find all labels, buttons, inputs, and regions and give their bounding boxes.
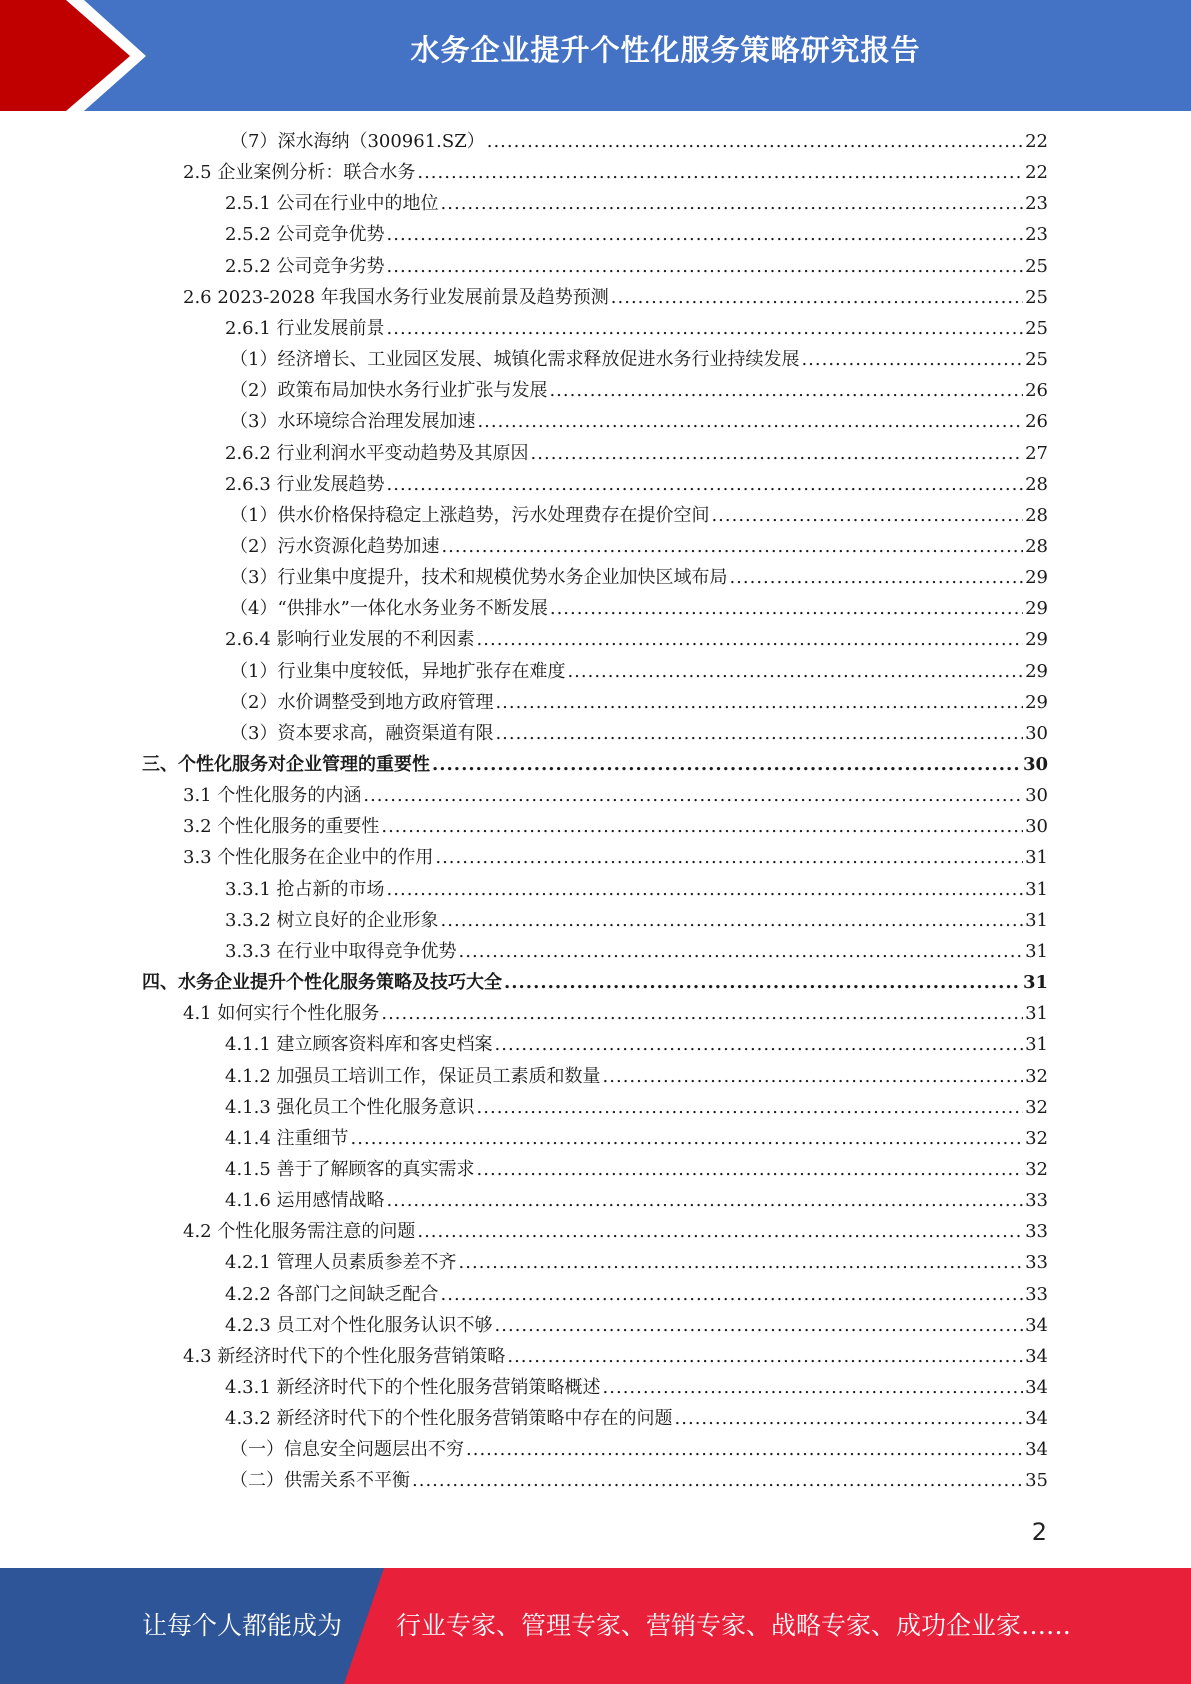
toc-entry-page: 32	[1025, 1158, 1048, 1180]
toc-entry-label: 4.2.2 各部门之间缺乏配合	[225, 1283, 439, 1305]
toc-dot-leader	[459, 1247, 1024, 1278]
toc-entry[interactable]	[225, 469, 1048, 500]
toc-entry-page: 31	[1025, 1003, 1048, 1025]
toc-entry[interactable]	[230, 656, 1048, 687]
page-header	[0, 0, 1191, 111]
toc-entry-page: 31	[1025, 1034, 1048, 1056]
toc-entry-label: 四、水务企业提升个性化服务策略及技巧大全	[142, 972, 502, 994]
toc-entry-label: 4.1.6 运用感情战略	[225, 1190, 385, 1212]
toc-entry-page: 34	[1025, 1345, 1048, 1367]
toc-entry[interactable]	[225, 905, 1048, 936]
toc-entry[interactable]	[183, 1341, 1048, 1372]
toc-entry[interactable]	[225, 438, 1048, 469]
toc-entry[interactable]	[225, 1403, 1048, 1434]
toc-entry-label: 3.1 个性化服务的内涵	[183, 785, 362, 807]
toc-entry-label: 三、个性化服务对企业管理的重要性	[142, 754, 430, 775]
toc-entry[interactable]	[225, 936, 1048, 967]
toc-entry[interactable]	[230, 126, 1048, 157]
toc-dot-leader	[441, 905, 1024, 936]
toc-dot-leader	[417, 1216, 1023, 1247]
toc-entry[interactable]	[230, 718, 1048, 749]
toc-dot-leader	[417, 157, 1023, 188]
toc-entry-page: 35	[1025, 1470, 1048, 1492]
toc-dot-leader	[412, 1465, 1023, 1496]
toc-dot-leader	[531, 438, 1024, 469]
toc-entry[interactable]	[230, 406, 1048, 437]
toc-entry-label: （1）行业集中度较低，异地扩张存在难度	[230, 660, 566, 682]
toc-entry-label: 2.6.4 影响行业发展的不利因素	[225, 629, 475, 651]
toc-entry-page: 30	[1025, 722, 1048, 744]
toc-entry-label: （2）水价调整受到地方政府管理	[230, 691, 494, 713]
page-footer	[0, 1568, 1191, 1684]
toc-dot-leader	[487, 126, 1023, 157]
toc-entry-label: 4.2.3 员工对个性化服务认识不够	[225, 1314, 493, 1336]
toc-entry-label: 3.3.1 抢占新的市场	[225, 878, 385, 900]
toc-entry-page: 22	[1025, 131, 1048, 152]
toc-entry-label: 2.5.2 公司竞争优势	[225, 224, 385, 246]
toc-dot-leader	[507, 1341, 1023, 1372]
header-red-arrow	[0, 0, 146, 111]
toc-entry[interactable]	[142, 967, 1048, 998]
toc-dot-leader	[432, 749, 1021, 780]
toc-entry-label: 4.2 个性化服务需注意的问题	[183, 1221, 416, 1243]
toc-entry-page: 30	[1025, 816, 1048, 838]
toc-dot-leader	[711, 500, 1023, 531]
toc-entry-page: 25	[1025, 317, 1048, 339]
toc-entry-page: 25	[1025, 286, 1048, 308]
toc-entry[interactable]	[225, 1029, 1048, 1060]
toc-entry-page: 31	[1025, 909, 1048, 931]
toc-dot-leader	[477, 406, 1023, 437]
toc-entry-page: 28	[1025, 473, 1048, 495]
toc-dot-leader	[603, 1372, 1024, 1403]
toc-dot-leader	[477, 1154, 1024, 1185]
toc-entry-label: 3.3 个性化服务在企业中的作用	[183, 847, 434, 869]
toc-entry[interactable]	[225, 1310, 1048, 1341]
toc-entry[interactable]	[225, 1154, 1048, 1185]
toc-entry-page: 27	[1025, 442, 1048, 464]
toc-dot-leader	[381, 998, 1023, 1029]
toc-entry[interactable]	[230, 687, 1048, 718]
toc-entry-page: 33	[1025, 1252, 1048, 1274]
toc-entry-label: 4.1.4 注重细节	[225, 1127, 349, 1149]
toc-entry-label: 2.5.2 公司竞争劣势	[225, 255, 385, 277]
toc-dot-leader	[477, 624, 1024, 655]
toc-entry[interactable]	[230, 593, 1048, 624]
toc-entry-label: 4.1.3 强化员工个性化服务意识	[225, 1096, 475, 1118]
toc-entry-page: 31	[1022, 972, 1048, 994]
toc-dot-leader	[550, 593, 1023, 624]
toc-entry-label: 2.5 企业案例分析：联合水务	[183, 162, 416, 184]
toc-entry-page: 33	[1025, 1283, 1048, 1305]
toc-entry-page: 34	[1025, 1408, 1048, 1430]
toc-entry-label: 2.6.1 行业发展前景	[225, 317, 385, 339]
toc-entry-page: 31	[1025, 940, 1048, 962]
toc-entry-page: 30	[1022, 754, 1048, 775]
toc-entry-label: 2.6 2023-2028 年我国水务行业发展前景及趋势预测	[183, 286, 609, 308]
toc-entry-page: 26	[1025, 380, 1048, 402]
toc-entry[interactable]	[225, 251, 1048, 282]
toc-dot-leader	[459, 936, 1024, 967]
toc-entry-label: 4.1.2 加强员工培训工作，保证员工素质和数量	[225, 1065, 601, 1087]
toc-entry-page: 32	[1025, 1127, 1048, 1149]
footer-slogan-right: 行业专家、管理专家、营销专家、战略专家、成功企业家……	[396, 1611, 1072, 1640]
toc-entry-page: 29	[1025, 691, 1048, 713]
toc-entry[interactable]	[225, 188, 1048, 219]
toc-dot-leader	[729, 562, 1023, 593]
toc-entry[interactable]	[225, 874, 1048, 905]
toc-dot-leader	[549, 375, 1023, 406]
toc-entry[interactable]	[225, 219, 1048, 250]
toc-entry[interactable]	[183, 842, 1048, 873]
toc-dot-leader	[495, 1029, 1024, 1060]
toc-dot-leader	[381, 811, 1023, 842]
toc-dot-leader	[495, 687, 1023, 718]
toc-entry-page: 28	[1025, 535, 1048, 557]
toc-entry[interactable]	[225, 1185, 1048, 1216]
toc-dot-leader	[387, 874, 1024, 905]
toc-entry[interactable]	[225, 1279, 1048, 1310]
toc-entry[interactable]	[225, 1061, 1048, 1092]
toc-entry[interactable]	[230, 531, 1048, 562]
toc-dot-leader	[495, 718, 1023, 749]
toc-entry-label: 4.3.1 新经济时代下的个性化服务营销策略概述	[225, 1377, 601, 1398]
toc-entry[interactable]	[230, 375, 1048, 406]
toc-entry[interactable]	[225, 313, 1048, 344]
toc-entry-label: （4）“供排水”一体化水务业务不断发展	[230, 598, 548, 620]
toc-entry-label: （7）深水海纳（300961.SZ）	[230, 131, 485, 152]
toc-entry-page: 29	[1025, 660, 1048, 682]
toc-entry-page: 32	[1025, 1096, 1048, 1118]
toc-entry-label: （1）经济增长、工业园区发展、城镇化需求释放促进水务行业持续发展	[230, 349, 800, 371]
toc-entry-page: 25	[1025, 349, 1048, 371]
toc-dot-leader	[387, 469, 1024, 500]
toc-entry[interactable]	[225, 1123, 1048, 1154]
toc-entry-page: 23	[1025, 224, 1048, 246]
page-number: 2	[1031, 1518, 1047, 1546]
toc-entry[interactable]	[230, 1434, 1048, 1465]
toc-dot-leader	[363, 780, 1023, 811]
toc-entry-label: 4.1.1 建立顾客资料库和客史档案	[225, 1034, 493, 1056]
toc-entry[interactable]	[183, 1216, 1048, 1247]
toc-entry-label: 4.1.5 善于了解顾客的真实需求	[225, 1158, 475, 1180]
toc-entry-label: （3）资本要求高，融资渠道有限	[230, 722, 494, 744]
toc-entry-page: 34	[1025, 1314, 1048, 1336]
toc-entry-page: 26	[1025, 411, 1048, 433]
toc-entry-label: 3.3.3 在行业中取得竞争优势	[225, 940, 457, 962]
toc-entry[interactable]	[183, 157, 1048, 188]
toc-entry-page: 22	[1025, 162, 1048, 184]
toc-entry[interactable]	[230, 500, 1048, 531]
toc-dot-leader	[466, 1434, 1023, 1465]
toc-entry[interactable]	[183, 998, 1048, 1029]
toc-entry[interactable]	[183, 780, 1048, 811]
toc-entry-page: 29	[1025, 567, 1048, 589]
toc-entry-label: 3.2 个性化服务的重要性	[183, 816, 380, 838]
toc-entry[interactable]	[225, 1247, 1048, 1278]
toc-entry-page: 33	[1025, 1190, 1048, 1212]
toc-dot-leader	[351, 1123, 1024, 1154]
toc-entry[interactable]	[142, 749, 1048, 780]
toc-entry[interactable]	[183, 282, 1048, 313]
toc-dot-leader	[441, 1279, 1024, 1310]
toc-entry-label: （一）信息安全问题层出不穷	[230, 1439, 464, 1461]
toc-dot-leader	[504, 967, 1021, 998]
toc-entry-page: 30	[1025, 785, 1048, 807]
toc-dot-leader	[603, 1061, 1024, 1092]
toc-entry-page: 33	[1025, 1221, 1048, 1243]
toc-dot-leader	[611, 282, 1023, 313]
toc-dot-leader	[801, 344, 1023, 375]
toc-entry-page: 32	[1025, 1065, 1048, 1087]
toc-dot-leader	[477, 1092, 1024, 1123]
toc-entry-label: 4.3.2 新经济时代下的个性化服务营销策略中存在的问题	[225, 1408, 673, 1430]
footer-slogan-left: 让每个人都能成为	[142, 1611, 343, 1640]
toc-entry-page: 25	[1025, 255, 1048, 277]
toc-entry[interactable]	[230, 1465, 1048, 1496]
toc-dot-leader	[441, 188, 1024, 219]
toc-entry-page: 29	[1025, 598, 1048, 620]
toc-entry-page: 31	[1025, 847, 1048, 869]
toc-entry[interactable]	[225, 1372, 1048, 1403]
toc-entry[interactable]	[183, 811, 1048, 842]
toc-entry-label: 4.1 如何实行个性化服务	[183, 1003, 380, 1025]
toc-entry-page: 29	[1025, 629, 1048, 651]
toc-dot-leader	[435, 842, 1023, 873]
toc-entry[interactable]	[230, 562, 1048, 593]
toc-entry-page: 31	[1025, 878, 1048, 900]
toc-dot-leader	[441, 531, 1023, 562]
toc-entry-label: （2）政策布局加快水务行业扩张与发展	[230, 380, 548, 402]
toc-entry-label: 3.3.2 树立良好的企业形象	[225, 909, 439, 931]
toc-entry-page: 34	[1025, 1439, 1048, 1461]
toc-entry[interactable]	[225, 1092, 1048, 1123]
document-title: 水务企业提升个性化服务策略研究报告	[410, 33, 921, 67]
toc-entry-label: （2）污水资源化趋势加速	[230, 535, 440, 557]
toc-entry-page: 34	[1025, 1377, 1048, 1398]
toc-entry-label: 2.6.3 行业发展趋势	[225, 473, 385, 495]
toc-dot-leader	[387, 251, 1024, 282]
toc-entry-label: 2.5.1 公司在行业中的地位	[225, 193, 439, 215]
toc-entry[interactable]	[225, 624, 1048, 655]
toc-entry-label: 4.2.1 管理人员素质参差不齐	[225, 1252, 457, 1274]
toc-dot-leader	[387, 219, 1024, 250]
toc-entry-label: （3）行业集中度提升，技术和规模优势水务企业加快区域布局	[230, 567, 728, 589]
toc-entry[interactable]	[230, 344, 1048, 375]
toc-dot-leader	[387, 1185, 1024, 1216]
toc-dot-leader	[675, 1403, 1024, 1434]
toc-entry-page: 23	[1025, 193, 1048, 215]
toc-entry-label: 2.6.2 行业利润水平变动趋势及其原因	[225, 442, 529, 464]
toc-dot-leader	[567, 656, 1023, 687]
toc-entry-label: 4.3 新经济时代下的个性化服务营销策略	[183, 1345, 506, 1367]
toc-entry-label: （二）供需关系不平衡	[230, 1470, 410, 1492]
toc-entry-page: 28	[1025, 504, 1048, 526]
toc-entry-label: （3）水环境综合治理发展加速	[230, 411, 476, 433]
toc-entry-label: （1）供水价格保持稳定上涨趋势，污水处理费存在提价空间	[230, 504, 710, 526]
toc-dot-leader	[387, 313, 1024, 344]
toc-dot-leader	[495, 1310, 1024, 1341]
